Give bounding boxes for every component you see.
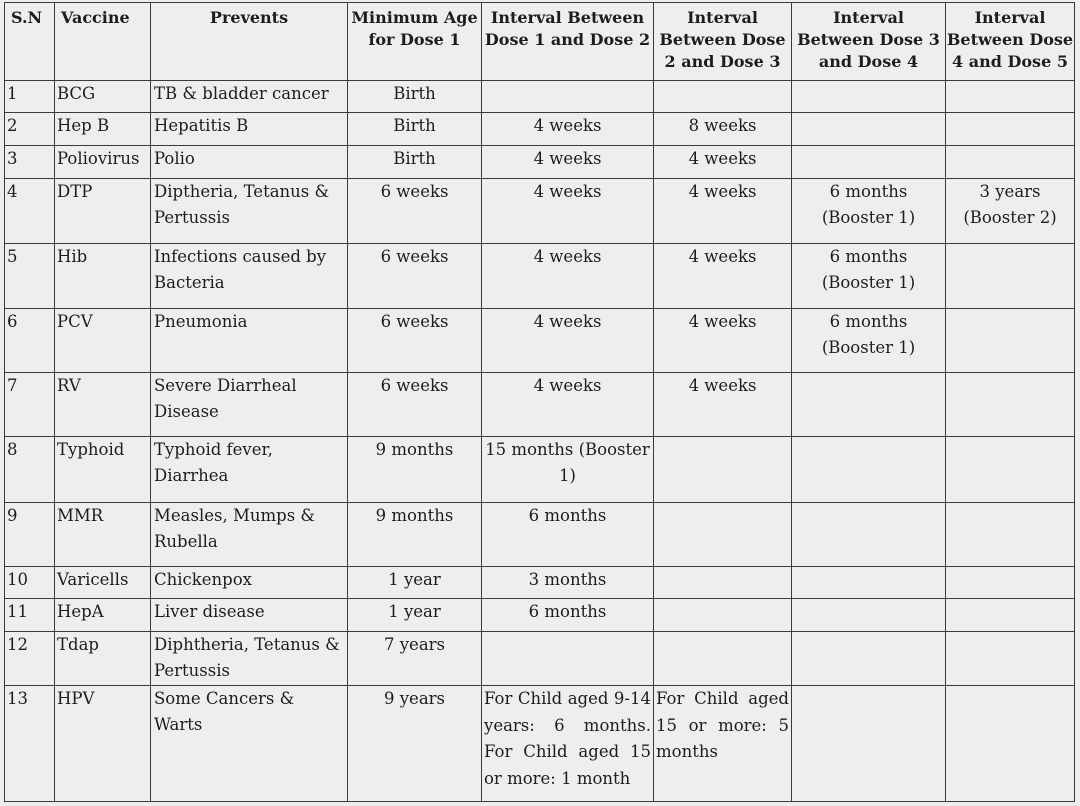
cell-interval-4-5 bbox=[946, 113, 1075, 146]
cell-sn: 11 bbox=[5, 599, 55, 632]
cell-interval-2-3 bbox=[654, 81, 792, 113]
cell-interval-3-4 bbox=[792, 113, 946, 146]
cell-interval-2-3 bbox=[654, 503, 792, 567]
cell-interval-1-2: 4 weeks bbox=[482, 113, 654, 146]
cell-prevents: Hepatitis B bbox=[151, 113, 348, 146]
cell-sn: 1 bbox=[5, 81, 55, 113]
cell-sn: 7 bbox=[5, 373, 55, 437]
cell-interval-2-3: 4 weeks bbox=[654, 309, 792, 373]
cell-prevents: Diptheria, Tetanus & Pertussis bbox=[151, 179, 348, 244]
cell-sn: 2 bbox=[5, 113, 55, 146]
cell-sn: 4 bbox=[5, 179, 55, 244]
header-row bbox=[5, 3, 1075, 81]
cell-min-age: 9 months bbox=[348, 503, 482, 567]
table-row bbox=[5, 632, 1075, 686]
cell-interval-3-4 bbox=[792, 632, 946, 686]
cell-vaccine: DTP bbox=[55, 179, 151, 244]
cell-interval-1-2: For Child aged 9-14 years: 6 months. For Child aged 15 or more: 1 month bbox=[482, 686, 654, 802]
header-interval-1-2: Interval Between Dose 1 and Dose 2 bbox=[482, 3, 654, 81]
cell-interval-4-5 bbox=[946, 373, 1075, 437]
cell-interval-3-4 bbox=[792, 373, 946, 437]
cell-interval-2-3 bbox=[654, 632, 792, 686]
table-row bbox=[5, 567, 1075, 599]
cell-interval-4-5 bbox=[946, 503, 1075, 567]
table-row bbox=[5, 113, 1075, 146]
cell-prevents: Severe Diarrheal Disease bbox=[151, 373, 348, 437]
cell-sn: 8 bbox=[5, 437, 55, 503]
cell-prevents: Typhoid fever, Diarrhea bbox=[151, 437, 348, 503]
cell-interval-1-2: 3 months bbox=[482, 567, 654, 599]
cell-interval-1-2: 4 weeks bbox=[482, 179, 654, 244]
cell-min-age: Birth bbox=[348, 81, 482, 113]
cell-interval-4-5 bbox=[946, 146, 1075, 179]
cell-vaccine: Typhoid bbox=[55, 437, 151, 503]
cell-interval-4-5 bbox=[946, 81, 1075, 113]
cell-interval-3-4 bbox=[792, 686, 946, 802]
cell-vaccine: Tdap bbox=[55, 632, 151, 686]
cell-interval-2-3: 4 weeks bbox=[654, 179, 792, 244]
cell-interval-2-3 bbox=[654, 567, 792, 599]
table-row bbox=[5, 244, 1075, 309]
cell-interval-1-2: 4 weeks bbox=[482, 244, 654, 309]
header-vaccine: Vaccine bbox=[55, 3, 151, 81]
cell-interval-1-2 bbox=[482, 81, 654, 113]
cell-interval-3-4 bbox=[792, 599, 946, 632]
header-interval-2-3: Interval Between Dose 2 and Dose 3 bbox=[654, 3, 792, 81]
cell-interval-2-3: For Child aged 15 or more: 5 months bbox=[654, 686, 792, 802]
header-sn: S.N bbox=[5, 3, 55, 81]
cell-interval-4-5 bbox=[946, 244, 1075, 309]
cell-interval-4-5 bbox=[946, 437, 1075, 503]
table-row bbox=[5, 309, 1075, 373]
cell-interval-4-5 bbox=[946, 567, 1075, 599]
cell-vaccine: HepA bbox=[55, 599, 151, 632]
cell-interval-2-3: 8 weeks bbox=[654, 113, 792, 146]
cell-interval-4-5 bbox=[946, 599, 1075, 632]
cell-vaccine: PCV bbox=[55, 309, 151, 373]
cell-min-age: Birth bbox=[348, 113, 482, 146]
cell-vaccine: Varicells bbox=[55, 567, 151, 599]
cell-prevents: Infections caused by Bacteria bbox=[151, 244, 348, 309]
table-row bbox=[5, 437, 1075, 503]
cell-prevents: Liver disease bbox=[151, 599, 348, 632]
cell-prevents: Polio bbox=[151, 146, 348, 179]
cell-interval-3-4 bbox=[792, 503, 946, 567]
cell-sn: 9 bbox=[5, 503, 55, 567]
cell-min-age: 7 years bbox=[348, 632, 482, 686]
cell-interval-2-3 bbox=[654, 599, 792, 632]
table-row bbox=[5, 686, 1075, 802]
cell-vaccine: HPV bbox=[55, 686, 151, 802]
cell-sn: 3 bbox=[5, 146, 55, 179]
cell-interval-2-3 bbox=[654, 437, 792, 503]
cell-interval-2-3: 4 weeks bbox=[654, 244, 792, 309]
cell-vaccine: RV bbox=[55, 373, 151, 437]
cell-min-age: 9 months bbox=[348, 437, 482, 503]
cell-interval-4-5 bbox=[946, 632, 1075, 686]
cell-interval-3-4 bbox=[792, 146, 946, 179]
cell-interval-1-2 bbox=[482, 632, 654, 686]
cell-sn: 12 bbox=[5, 632, 55, 686]
cell-interval-2-3: 4 weeks bbox=[654, 373, 792, 437]
cell-prevents: Measles, Mumps & Rubella bbox=[151, 503, 348, 567]
cell-min-age: 1 year bbox=[348, 599, 482, 632]
cell-interval-3-4 bbox=[792, 567, 946, 599]
cell-interval-3-4: 6 months (Booster 1) bbox=[792, 179, 946, 244]
cell-vaccine: Poliovirus bbox=[55, 146, 151, 179]
cell-sn: 10 bbox=[5, 567, 55, 599]
vaccine-schedule-table bbox=[4, 2, 1075, 802]
cell-sn: 5 bbox=[5, 244, 55, 309]
cell-sn: 13 bbox=[5, 686, 55, 802]
cell-min-age: 6 weeks bbox=[348, 309, 482, 373]
cell-interval-2-3: 4 weeks bbox=[654, 146, 792, 179]
cell-min-age: 6 weeks bbox=[348, 179, 482, 244]
cell-interval-4-5 bbox=[946, 686, 1075, 802]
cell-interval-4-5: 3 years (Booster 2) bbox=[946, 179, 1075, 244]
table-row bbox=[5, 81, 1075, 113]
header-interval-3-4: Interval Between Dose 3 and Dose 4 bbox=[792, 3, 946, 81]
cell-interval-1-2: 4 weeks bbox=[482, 146, 654, 179]
cell-prevents: Pneumonia bbox=[151, 309, 348, 373]
cell-interval-3-4: 6 months (Booster 1) bbox=[792, 309, 946, 373]
cell-interval-3-4 bbox=[792, 81, 946, 113]
table-row bbox=[5, 146, 1075, 179]
cell-interval-1-2: 4 weeks bbox=[482, 309, 654, 373]
cell-vaccine: Hib bbox=[55, 244, 151, 309]
cell-prevents: Chickenpox bbox=[151, 567, 348, 599]
cell-min-age: 6 weeks bbox=[348, 373, 482, 437]
cell-interval-1-2: 6 months bbox=[482, 599, 654, 632]
cell-interval-3-4 bbox=[792, 437, 946, 503]
cell-interval-1-2: 15 months (Booster 1) bbox=[482, 437, 654, 503]
cell-min-age: Birth bbox=[348, 146, 482, 179]
header-prevents: Prevents bbox=[151, 3, 348, 81]
table-row bbox=[5, 179, 1075, 244]
cell-interval-1-2: 4 weeks bbox=[482, 373, 654, 437]
table-row bbox=[5, 503, 1075, 567]
header-min-age: Minimum Age for Dose 1 bbox=[348, 3, 482, 81]
cell-prevents: Diphtheria, Tetanus & Pertussis bbox=[151, 632, 348, 686]
cell-vaccine: MMR bbox=[55, 503, 151, 567]
cell-prevents: Some Cancers & Warts bbox=[151, 686, 348, 802]
header-interval-4-5: Interval Between Dose 4 and Dose 5 bbox=[946, 3, 1075, 81]
table-row bbox=[5, 599, 1075, 632]
cell-prevents: TB & bladder cancer bbox=[151, 81, 348, 113]
cell-interval-3-4: 6 months (Booster 1) bbox=[792, 244, 946, 309]
cell-interval-1-2: 6 months bbox=[482, 503, 654, 567]
cell-min-age: 1 year bbox=[348, 567, 482, 599]
cell-sn: 6 bbox=[5, 309, 55, 373]
cell-vaccine: BCG bbox=[55, 81, 151, 113]
cell-vaccine: Hep B bbox=[55, 113, 151, 146]
cell-interval-4-5 bbox=[946, 309, 1075, 373]
table-row bbox=[5, 373, 1075, 437]
cell-min-age: 6 weeks bbox=[348, 244, 482, 309]
cell-min-age: 9 years bbox=[348, 686, 482, 802]
